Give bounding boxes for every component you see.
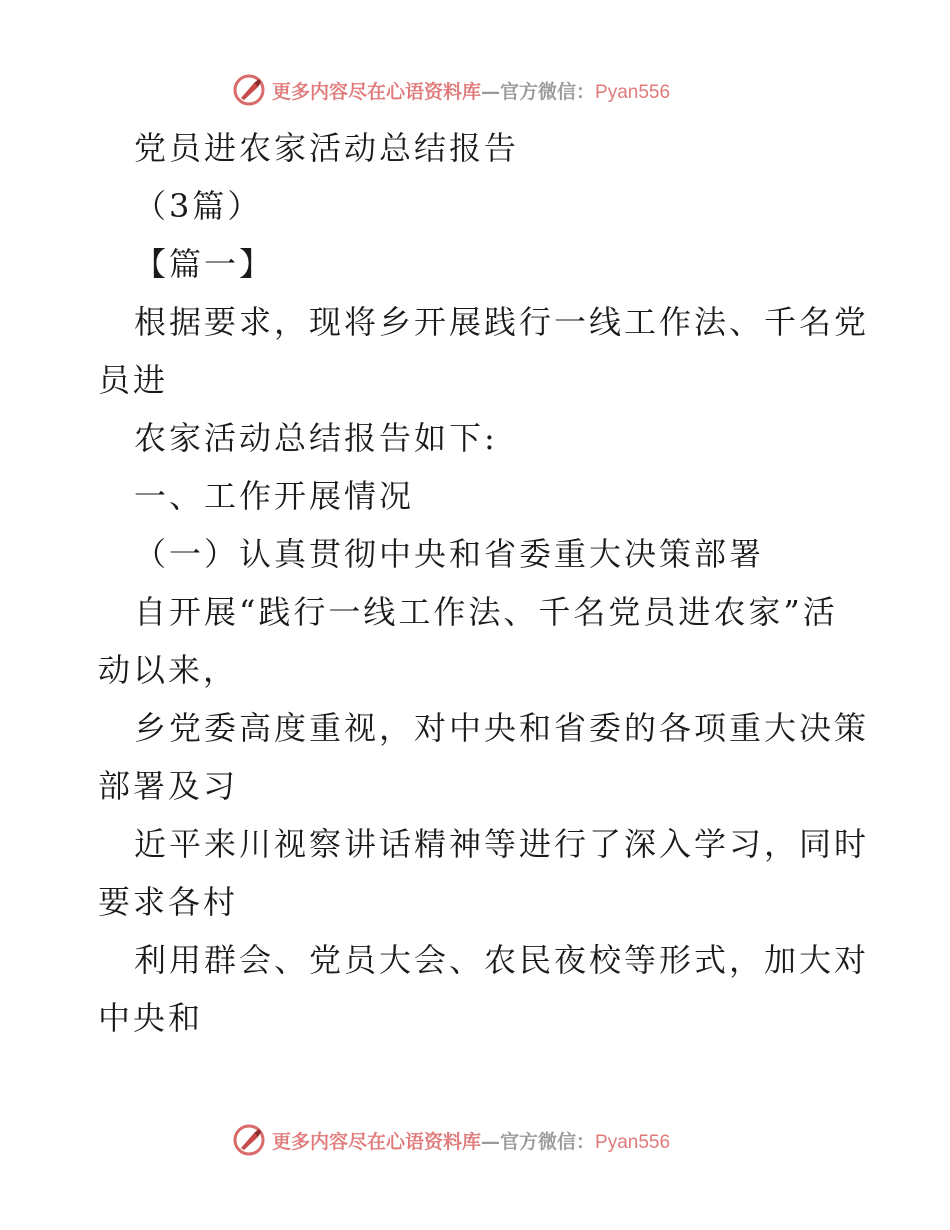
section-heading: 【篇一】 <box>134 245 275 283</box>
banner-grey-text: —官方微信： <box>481 80 596 103</box>
doc-subtitle: （3篇） <box>134 187 263 225</box>
paragraph-line: 近平来川视察讲话精神等进行了深入学习，同时 <box>134 825 870 863</box>
paragraph-line: 要求各村 <box>98 883 239 921</box>
banner-id-text: Pyan556 <box>595 81 671 103</box>
header-banner <box>232 70 752 110</box>
doc-title: 党员进农家活动总结报告 <box>134 129 520 167</box>
paragraph-line: 动以来， <box>98 651 239 689</box>
paragraph-line: 员进 <box>98 361 169 399</box>
banner-grey-text: —官方微信： <box>481 1130 596 1153</box>
banner-text <box>272 1127 670 1154</box>
subheading: 一、工作开展情况 <box>134 477 415 515</box>
banner-id-text: Pyan556 <box>595 1131 671 1153</box>
footer-banner <box>232 1120 752 1160</box>
banner-red-text: 更多内容尽在心语资料库 <box>272 80 482 103</box>
paragraph-line: 农家活动总结报告如下: <box>134 419 498 457</box>
pen-nib-logo-icon <box>232 1123 266 1157</box>
paragraph-line: 部署及习 <box>98 767 239 805</box>
subheading: （一）认真贯彻中央和省委重大决策部署 <box>134 535 765 573</box>
paragraph-line: 自开展“践行一线工作法、千名党员进农家”活 <box>134 593 838 631</box>
banner-text <box>272 77 670 104</box>
paragraph-line: 利用群会、党员大会、农民夜校等形式，加大对 <box>134 941 870 979</box>
paragraph-line: 乡党委高度重视，对中央和省委的各项重大决策 <box>134 709 870 747</box>
banner-red-text: 更多内容尽在心语资料库 <box>272 1130 482 1153</box>
paragraph-line: 中央和 <box>98 999 204 1037</box>
paragraph-line: 根据要求，现将乡开展践行一线工作法、千名党 <box>134 303 870 341</box>
pen-nib-logo-icon <box>232 73 266 107</box>
